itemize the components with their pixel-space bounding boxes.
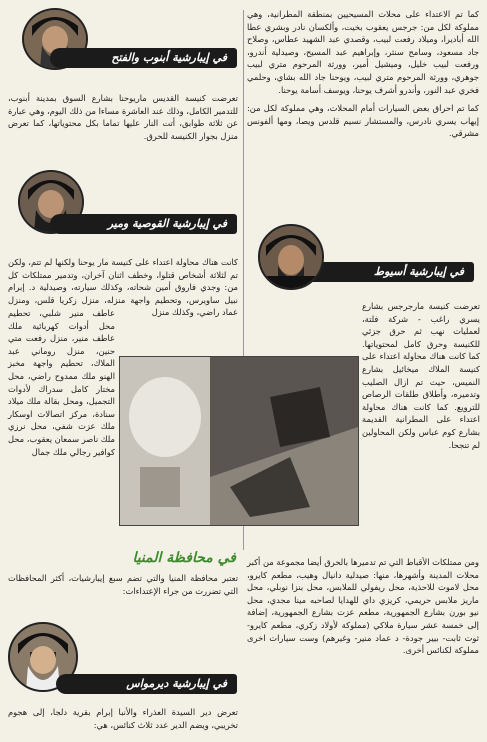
section-header-dairmawas: في إيبارشية ديرمواس — [56, 674, 237, 694]
minya-paragraph-block — [8, 572, 238, 597]
section-header-asyut: في إيبارشية أسيوط — [270, 262, 474, 282]
paragraph: كما تم الاعتداء على محلات المسيحيين بمنطقة المطرانية، وهي مملوكة لكل من: جرجس يعقوب بخيت، وألكسان نادر وبشري عطا الله أباديرا، وميلاد رفعت لبيب، وقصدي عبد الشهيد عطاس، وصلاح جاد مسعود، وسامح سنثر، وإبراهيم عبد المسيح، وصيدلية أندرو، ورفعت لبيب خليل، وميشيل أمير، وورثة المرحوم متري لبيب جوهري، وورثة المرحوم متري لبيب، ويوحنا جاد الله بشاي، وحلمي فخري عبد النور، وأندرو أشرف يوحنا، ويوسف أسامة يوحنا. — [247, 9, 479, 95]
qusiya-narrow-block — [8, 307, 115, 458]
bishop-portrait-icon — [260, 226, 322, 288]
section-header-qusiya: في إيبارشية القوصية ومير — [50, 214, 237, 234]
right-column-top — [247, 8, 479, 140]
paragraph: تعرض دير السيدة العذراء والأنبا إبرام بقرية دلجا، إلى هجوم تخريبي، ويضم الدير عدد ثلاث كنائس، هي: — [8, 707, 238, 730]
burned-church-photo — [119, 356, 359, 526]
right-column-bottom — [247, 556, 479, 657]
paragraph: كانت هناك محاولة اعتداء على كنيسة مار يوحنا ولكنها لم تتم، ولكن تم لثلاثة أشخاص قتلوا، وخطف اثنان آخران، وتدمير ممتلكات كل من: وجدي فاروق أمين شحاته، وكذلك سيارته، وصيدلية د. إبرام نبيل ساويرس، وتحطيم واجهة منزله، منزل زكريا قلس، ومنزل عماد راضي، وكذلك منزل — [8, 257, 238, 318]
section-header-abnoub: في إيبارشية أبنوب والفتح — [50, 48, 237, 68]
dairmawas-paragraph-block — [8, 706, 238, 731]
paragraph: تعتبر محافظة المنيا والتي تضم سبع إيبارشيات، أكثر المحافظات التي تضررت من جراء الإعتداءات: — [8, 573, 238, 596]
paragraph: عاطف منير شلبي، تحطيم محل أدوات كهربائية ملك عاطف منير، منزل رفعت متي حنين، منزل روماني عبد الملاك، تحطيم واجهة مخبز الهنو ملك ممدوح راضي، محل مختار كامل سدراك لأدوات التجميل، ومحل بقالة ملك ميلاد سنادة، مركز اتصالات اوسكار ملك عزت شفي، محل نرزي ملك ناصر سمعان يعقوب، محل كوافير رجالي ملك جمال — [8, 308, 115, 457]
abnoub-paragraph-block — [8, 92, 238, 142]
section-header-minya: في محافظة المنيا — [132, 550, 236, 566]
asyut-paragraph-block — [362, 300, 480, 451]
paragraph: كما تم احراق بعض السيارات أمام المحلات، وهي مملوكة لكل من: إيهاب يسري نادرس، والمستشار نسيم قلدس ويصا، ومها ألفونس مشرقي. — [247, 103, 479, 139]
portrait-image — [258, 224, 324, 290]
paragraph: تعرضت كنيسة القديس ماريوحنا بشارع السوق بمدينة أبنوب، للتدمير الكامل، وذلك عند العاشرة مساءا من ذلك اليوم، وهي عبارة عن ثلاثة طوابق، أتت النار عليها تماما بكل محتوياتها، كما تعرض منزل بجوار الكنيسة للحرق. — [8, 93, 238, 141]
paragraph: ومن ممتلكات الأقباط التي تم تدميرها بالحرق أيضا مجموعة من أكبر محلات المدينة وأشهرها، منها: صيدلية دانيال وهيب، مطعم كايرو، محل لاموت للاحذية، محل ريفولي للملابس، محل بنزا نوبلي، محل ماريز ملابس حريمي، كريزي داي للهدايا لصاحبه مينا مجدي، محل نيو بورن بشارع الجمهورية، مطعم عزت بشارع الجمهورية، إضافة إلى خمسة عشر سيارة ملاكي (مملوكة لأولاد زكري، مطعم كايرو- ثوت ثابت- بيير جودة- د عماد منير- وغيرهم) وست سيارات اخرى مملوكة لكنائس أخرى. — [247, 557, 479, 656]
paragraph: تعرضت كنيسة مارجرجس بشارع يسري راغب - شركة فلتة، لعمليات نهب ثم حرق جزئي للكنيسة وحرق كامل لمحتوياتها. كما كانت هناك محاولة اعتداء على كنيسة الملاك ميخائيل بشارع النميس، حيث تم ازال الصليب وتدميره، وأطلاق طلقات الرصاص للترويع. كما كانت هناك محاولة اعتداء على المطرانية القديمة بشارع كوم عباس ولكن المحاولين لم تنجحا. — [362, 301, 480, 450]
burned-church-interior-icon — [120, 357, 358, 525]
